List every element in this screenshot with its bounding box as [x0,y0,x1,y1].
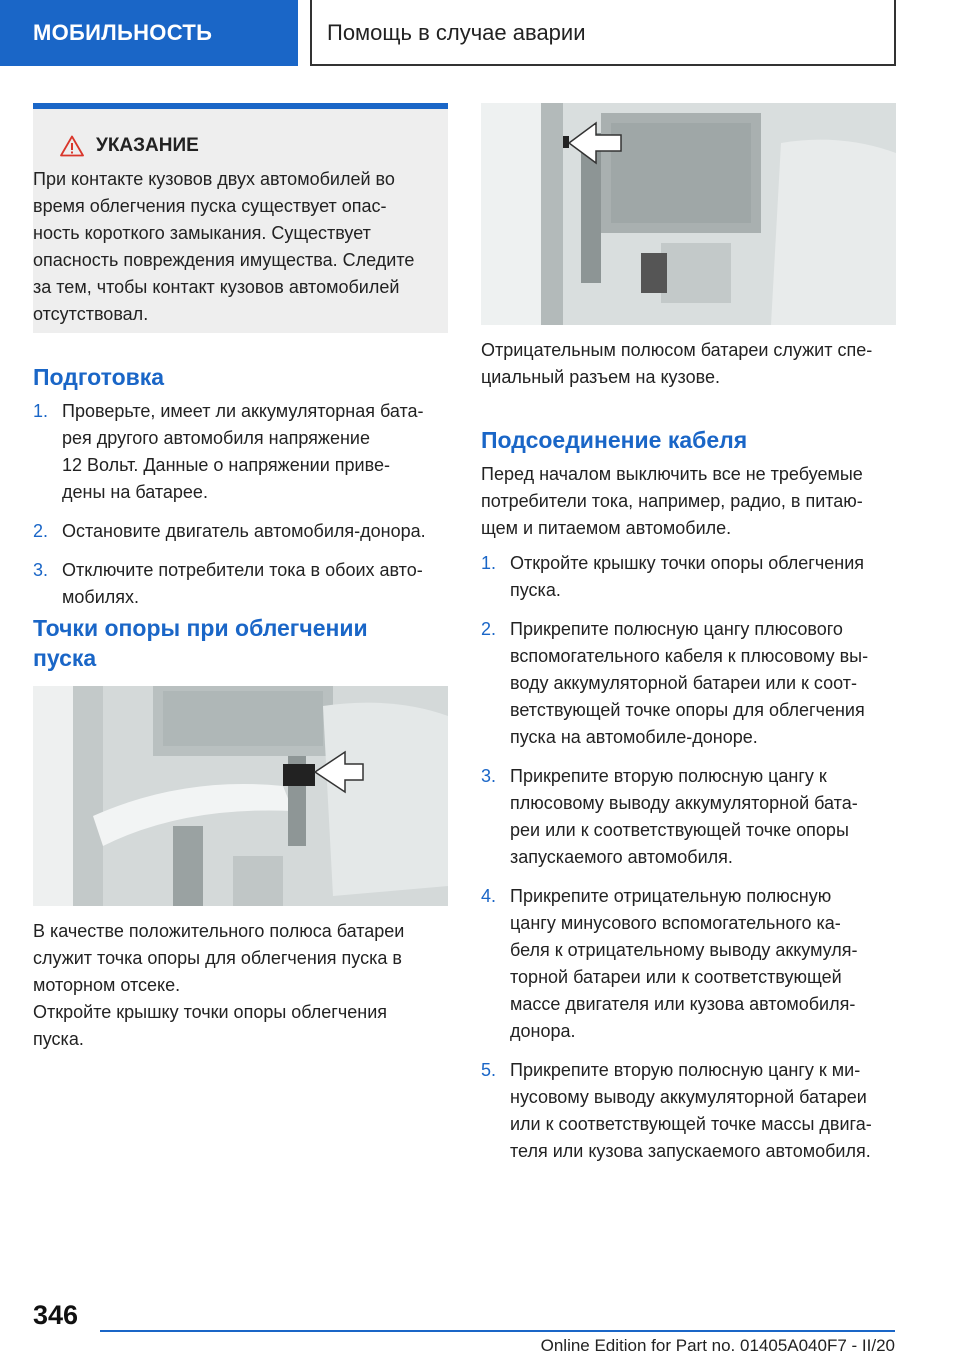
step-line: Остановите двигатель автомобиля-донора. [62,521,426,541]
cable-connection-heading: Подсоединение кабеля [481,427,748,453]
warning-text [33,166,448,328]
warning-box [33,103,448,333]
step-line: плюсовому выводу аккумуляторной бата- [510,793,858,813]
step-line: массе двигателя или кузова автомобиля- [510,994,856,1014]
text-line: Перед началом выключить все не требуемые [481,464,863,484]
list-item [33,398,448,506]
step-number: 3. [481,766,497,786]
text-line: служит точка опоры для облегчения пуска в [33,948,402,968]
cable-steps [481,550,896,1177]
list-item [481,616,896,751]
section-tab: МОБИЛЬНОСТЬ [0,0,298,66]
warning-line: за тем, чтобы контакт кузовов автомобилей [33,277,400,297]
step-line: вспомогательного кабеля к плюсовому вы- [510,646,869,666]
text-line: потребители тока, например, радио, в питаю- [481,491,863,511]
text-line: В качестве положительного полюса батареи [33,921,405,941]
warning-line: отсутствовал. [33,304,149,324]
text-line: моторном отсеке. [33,975,181,995]
step-line: воду аккумуляторной батареи или к соот- [510,673,857,693]
negative-terminal-caption [481,337,896,391]
step-number: 2. [33,521,49,541]
step-number: 4. [481,886,497,906]
step-line: рея другого автомобиля напряжение [62,428,370,448]
step-line: реи или к соответствующей точке опоры [510,820,849,840]
warning-line: опасность повреждения имущества. Следите [33,250,415,270]
step-line: Прикрепите вторую полюсную цангу к ми- [510,1060,861,1080]
warning-title: УКАЗАНИЕ [96,135,199,156]
step-number: 1. [481,553,497,573]
left-engine-photo [33,686,448,906]
preparation-heading: Подготовка [33,364,165,390]
step-line: Отключите потребители тока в обоих авто- [62,560,423,580]
page-number: 346 [33,1300,79,1330]
step-line: пуска. [510,580,561,600]
step-line: Откройте крышку точки опоры облегчения [510,553,864,573]
text-line: щем и питаемом автомобиле. [481,518,732,538]
warning-line: ность короткого замыкания. Существует [33,223,371,243]
step-line: торной батареи или к соответствующей [510,967,842,987]
heading-line: пуска [33,645,97,671]
cable-intro-text [481,461,896,542]
list-item [481,550,896,604]
step-line: дены на батарее. [62,482,208,502]
open-cover-text [33,999,448,1053]
topic-title: Помощь в случае аварии [310,0,896,66]
warning-heading [33,135,448,157]
step-line: теля или кузова запускаемого автомобиля. [510,1141,871,1161]
step-line: беля к отрицательному выводу аккумуля- [510,940,858,960]
step-line: мобилях. [62,587,140,607]
list-item [33,518,448,545]
right-engine-photo [481,103,896,325]
step-line: пуска на автомобиле-доноре. [510,727,758,747]
step-number: 2. [481,619,497,639]
step-number: 5. [481,1060,497,1080]
preparation-steps [33,398,448,623]
list-item [481,1057,896,1165]
step-line: запускаемого автомобиля. [510,847,733,867]
text-line: пуска. [33,1029,84,1049]
engine-bay-image [33,686,448,906]
step-line: донора. [510,1021,576,1041]
step-line: Проверьте, имеет ли аккумуляторная бата- [62,401,424,421]
warning-triangle-icon [60,135,84,157]
step-line: ветствующей точке опоры для облегчения [510,700,865,720]
step-number: 3. [33,560,49,580]
positive-terminal-text [33,918,448,999]
text-line: циальный разъем на кузове. [481,367,720,387]
step-line: нусовому выводу аккумуляторной батареи [510,1087,867,1107]
list-item [481,883,896,1045]
warning-line: время облегчения пуска существует опас- [33,196,387,216]
step-line: Прикрепите отрицательную полюсную [510,886,832,906]
warning-line: При контакте кузовов двух автомобилей во [33,169,395,189]
jump-points-heading [33,613,368,673]
list-item [33,557,448,611]
edition-text: Online Edition for Part no. 01405A040F7 - II/20 [540,1336,895,1355]
step-line: 12 Вольт. Данные о напряжении приве- [62,455,390,475]
heading-line: Точки опоры при облегчении [33,615,368,641]
step-line: Прикрепите полюсную цангу плюсового [510,619,843,639]
text-line: Откройте крышку точки опоры облегчения [33,1002,387,1022]
footer-divider [100,1330,895,1332]
text-line: Отрицательным полюсом батареи служит спе- [481,340,873,360]
list-item [481,763,896,871]
engine-bay-image [481,103,896,325]
step-line: Прикрепите вторую полюсную цангу к [510,766,827,786]
step-number: 1. [33,401,49,421]
step-line: или к соответствующей точке массы двига- [510,1114,872,1134]
step-line: цангу минусового вспомогательного ка- [510,913,841,933]
